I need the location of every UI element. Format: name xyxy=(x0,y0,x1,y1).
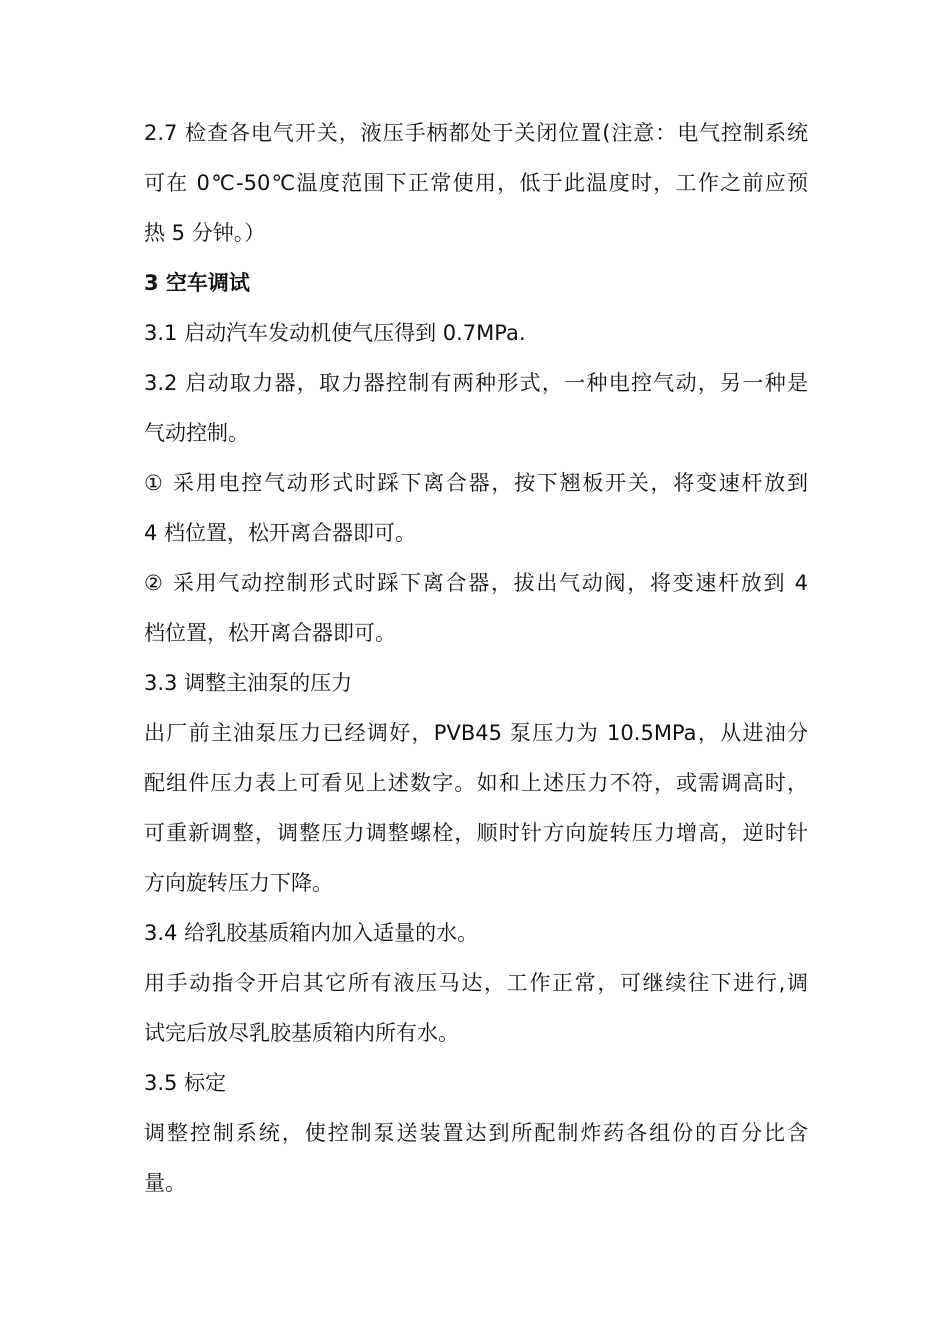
text-line-item-1-b: 4 档位置，松开离合器即可。 xyxy=(144,521,417,545)
text-line-item-2-a: ② 采用气动控制形式时踩下离合器，拔出气动阀，将变速杆放到 4 xyxy=(144,571,808,595)
text-line-3-1: 3.1 启动汽车发动机使气压得到 0.7MPa. xyxy=(144,321,526,345)
subsection-heading-3-4: 3.4 给乳胶基质箱内加入适量的水。 xyxy=(144,921,479,945)
text-line-item-2-b: 档位置，松开离合器即可。 xyxy=(144,621,396,645)
text-line-3-3-b: 配组件压力表上可看见上述数字。如和上述压力不符，或需调高时， xyxy=(144,771,808,795)
text-line-item-1-a: ① 采用电控气动形式时踩下离合器，按下翘板开关，将变速杆放到 xyxy=(144,471,808,495)
text-line-3-3-a: 出厂前主油泵压力已经调好，PVB45 泵压力为 10.5MPa，从进油分 xyxy=(144,721,808,745)
text-line-3-2-a: 3.2 启动取力器，取力器控制有两种形式，一种电控气动，另一种是 xyxy=(144,371,808,395)
text-line-3-3-c: 可重新调整，调整压力调整螺栓，顺时针方向旋转压力增高，逆时针 xyxy=(144,821,808,845)
text-line-2-7-c: 热 5 分钟。） xyxy=(144,221,266,245)
document-body xyxy=(144,108,808,1208)
text-line-2-7-b: 可在 0℃-50℃温度范围下正常使用，低于此温度时，工作之前应预 xyxy=(144,171,808,195)
subsection-heading-3-5: 3.5 标定 xyxy=(144,1071,227,1095)
subsection-heading-3-3: 3.3 调整主油泵的压力 xyxy=(144,671,353,695)
text-line-3-5-b: 量。 xyxy=(144,1171,186,1195)
text-line-3-3-d: 方向旋转压力下降。 xyxy=(144,871,333,895)
text-line-3-5-a: 调整控制系统，使控制泵送装置达到所配制炸药各组份的百分比含 xyxy=(144,1121,808,1145)
text-line-2-7-a: 2.7 检查各电气开关，液压手柄都处于关闭位置(注意：电气控制系统 xyxy=(144,121,808,145)
text-line-3-4-a: 用手动指令开启其它所有液压马达，工作正常，可继续往下进行,调 xyxy=(144,971,808,995)
section-heading-3: 3 空车调试 xyxy=(144,271,250,295)
text-line-3-2-b: 气动控制。 xyxy=(144,421,249,445)
text-line-3-4-b: 试完后放尽乳胶基质箱内所有水。 xyxy=(144,1021,459,1045)
